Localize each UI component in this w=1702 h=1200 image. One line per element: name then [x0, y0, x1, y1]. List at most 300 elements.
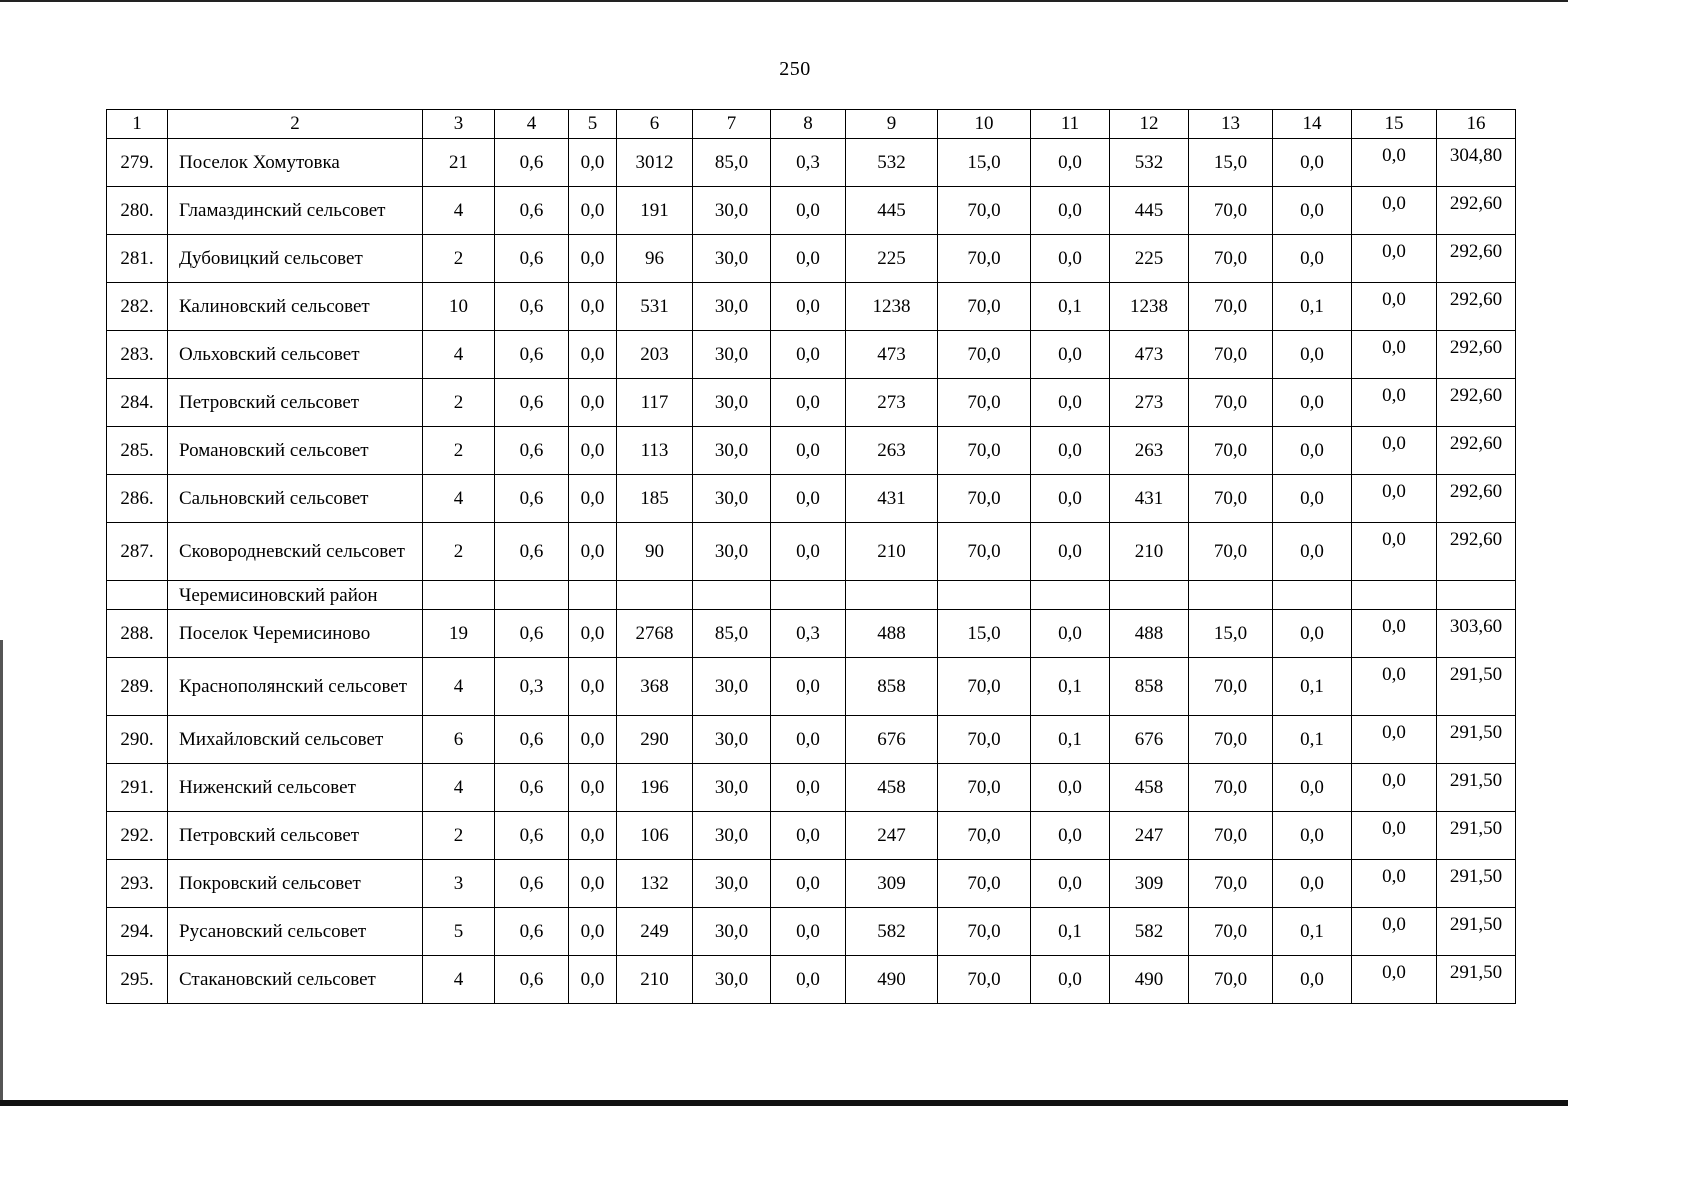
table-body [107, 110, 1516, 1004]
table-cell: 30,0 [693, 716, 771, 764]
table-cell: 70,0 [938, 283, 1031, 331]
column-number-header: 12 [1110, 110, 1189, 139]
settlement-name-cell: Петровский сельсовет [168, 812, 423, 860]
empty-cell [423, 581, 495, 610]
table-row [107, 427, 1516, 475]
table-cell: 70,0 [938, 908, 1031, 956]
table-cell: 490 [846, 956, 938, 1004]
table-cell: 0,0 [569, 475, 617, 523]
table-cell: 70,0 [938, 331, 1031, 379]
row-number-cell: 292. [107, 812, 168, 860]
table-cell: 10 [423, 283, 495, 331]
table-cell: 85,0 [693, 139, 771, 187]
table-cell: 225 [1110, 235, 1189, 283]
table-cell: 0,1 [1031, 908, 1110, 956]
table-cell: 196 [617, 764, 693, 812]
empty-cell [107, 581, 168, 610]
table-cell: 132 [617, 860, 693, 908]
table-cell: 30,0 [693, 812, 771, 860]
table-cell: 0,0 [1273, 187, 1352, 235]
table-cell: 15,0 [1189, 610, 1273, 658]
table-cell: 0,0 [1273, 379, 1352, 427]
table-cell: 70,0 [938, 658, 1031, 716]
table-cell: 0,6 [495, 716, 569, 764]
column-number-header: 2 [168, 110, 423, 139]
table-cell: 0,0 [569, 764, 617, 812]
table-cell: 191 [617, 187, 693, 235]
empty-cell [846, 581, 938, 610]
table-cell: 3 [423, 860, 495, 908]
scan-bottom-edge [0, 1100, 1568, 1106]
table-cell: 70,0 [1189, 860, 1273, 908]
table-cell: 0,0 [1273, 764, 1352, 812]
table-row [107, 187, 1516, 235]
table-cell: 582 [846, 908, 938, 956]
column-number-header: 10 [938, 110, 1031, 139]
table-cell: 1238 [846, 283, 938, 331]
column-number-header: 13 [1189, 110, 1273, 139]
table-cell: 0,3 [771, 610, 846, 658]
table-cell: 0,6 [495, 610, 569, 658]
settlement-name-cell: Петровский сельсовет [168, 379, 423, 427]
table-cell: 0,3 [771, 139, 846, 187]
table-cell: 263 [1110, 427, 1189, 475]
settlement-name-cell: Романовский сельсовет [168, 427, 423, 475]
row-number-cell: 287. [107, 523, 168, 581]
row-number-cell: 295. [107, 956, 168, 1004]
table-cell: 70,0 [1189, 658, 1273, 716]
table-cell: 1238 [1110, 283, 1189, 331]
row-number-cell: 289. [107, 658, 168, 716]
row-number-cell: 290. [107, 716, 168, 764]
table-cell: 0,0 [569, 956, 617, 1004]
table-cell: 70,0 [938, 523, 1031, 581]
column-number-header: 14 [1273, 110, 1352, 139]
column-number-header: 15 [1352, 110, 1437, 139]
district-heading-row [107, 581, 1516, 610]
table-cell: 0,6 [495, 235, 569, 283]
table-cell: 210 [617, 956, 693, 1004]
table-cell: 70,0 [1189, 956, 1273, 1004]
empty-cell [938, 581, 1031, 610]
table-cell: 309 [846, 860, 938, 908]
table-cell: 368 [617, 658, 693, 716]
table-cell: 0,6 [495, 860, 569, 908]
table-cell: 0,0 [771, 956, 846, 1004]
row-number-cell: 293. [107, 860, 168, 908]
table-cell: 0,6 [495, 956, 569, 1004]
table-cell: 445 [1110, 187, 1189, 235]
table-cell: 249 [617, 908, 693, 956]
table-cell: 19 [423, 610, 495, 658]
table-cell: 70,0 [938, 812, 1031, 860]
table-cell: 273 [846, 379, 938, 427]
table-cell: 0,0 [1031, 812, 1110, 860]
table-cell: 0,0 [1273, 956, 1352, 1004]
table-cell: 85,0 [693, 610, 771, 658]
table-cell: 273 [1110, 379, 1189, 427]
table-cell: 291,50 [1437, 716, 1516, 764]
table-cell: 458 [1110, 764, 1189, 812]
column-number-header: 8 [771, 110, 846, 139]
table-cell: 0,0 [569, 610, 617, 658]
row-number-cell: 286. [107, 475, 168, 523]
table-cell: 431 [846, 475, 938, 523]
empty-cell [1437, 581, 1516, 610]
table-cell: 292,60 [1437, 235, 1516, 283]
table-cell: 0,0 [1031, 523, 1110, 581]
table-cell: 488 [846, 610, 938, 658]
table-cell: 30,0 [693, 235, 771, 283]
table-cell: 0,0 [1031, 764, 1110, 812]
empty-cell [1273, 581, 1352, 610]
table-header-row [107, 110, 1516, 139]
empty-cell [1352, 581, 1437, 610]
table-cell: 70,0 [938, 427, 1031, 475]
table-cell: 0,0 [1273, 427, 1352, 475]
table-cell: 0,6 [495, 379, 569, 427]
table-cell: 676 [846, 716, 938, 764]
table-cell: 858 [846, 658, 938, 716]
table-cell: 96 [617, 235, 693, 283]
table-cell: 70,0 [1189, 812, 1273, 860]
table-row [107, 658, 1516, 716]
table-row [107, 139, 1516, 187]
table-cell: 292,60 [1437, 331, 1516, 379]
table-row [107, 908, 1516, 956]
settlement-name-cell: Сальновский сельсовет [168, 475, 423, 523]
row-number-cell: 283. [107, 331, 168, 379]
table-cell: 0,6 [495, 187, 569, 235]
table-cell: 0,1 [1273, 283, 1352, 331]
table-cell: 0,1 [1031, 658, 1110, 716]
column-number-header: 3 [423, 110, 495, 139]
table-cell: 70,0 [938, 379, 1031, 427]
table-cell: 0,0 [771, 860, 846, 908]
table-cell: 303,60 [1437, 610, 1516, 658]
table-cell: 290 [617, 716, 693, 764]
table-cell: 3012 [617, 139, 693, 187]
table-cell: 30,0 [693, 187, 771, 235]
table-cell: 2 [423, 379, 495, 427]
table-cell: 291,50 [1437, 812, 1516, 860]
table-cell: 203 [617, 331, 693, 379]
table-cell: 70,0 [1189, 331, 1273, 379]
table-cell: 5 [423, 908, 495, 956]
table-cell: 0,0 [1352, 475, 1437, 523]
table-cell: 0,0 [1031, 610, 1110, 658]
table-cell: 0,0 [1352, 427, 1437, 475]
settlement-name-cell: Поселок Хомутовка [168, 139, 423, 187]
table-cell: 0,0 [1352, 812, 1437, 860]
table-cell: 431 [1110, 475, 1189, 523]
settlement-name-cell: Поселок Черемисиново [168, 610, 423, 658]
settlement-name-cell: Михайловский сельсовет [168, 716, 423, 764]
table-cell: 30,0 [693, 475, 771, 523]
table-cell: 210 [1110, 523, 1189, 581]
settlement-name-cell: Русановский сельсовет [168, 908, 423, 956]
table-cell: 0,0 [1352, 235, 1437, 283]
row-number-cell: 291. [107, 764, 168, 812]
table-cell: 2 [423, 812, 495, 860]
table-cell: 21 [423, 139, 495, 187]
table-cell: 292,60 [1437, 523, 1516, 581]
table-cell: 70,0 [1189, 764, 1273, 812]
table-row [107, 956, 1516, 1004]
data-table [106, 109, 1516, 1004]
table-cell: 0,0 [1352, 523, 1437, 581]
table-cell: 70,0 [938, 716, 1031, 764]
table-cell: 15,0 [1189, 139, 1273, 187]
table-cell: 70,0 [1189, 475, 1273, 523]
table-cell: 0,0 [1031, 956, 1110, 1004]
empty-cell [495, 581, 569, 610]
table-cell: 0,0 [1031, 427, 1110, 475]
table-cell: 210 [846, 523, 938, 581]
table-cell: 4 [423, 475, 495, 523]
table-cell: 0,0 [569, 716, 617, 764]
table-cell: 0,0 [771, 475, 846, 523]
table-cell: 0,0 [771, 283, 846, 331]
table-cell: 0,0 [569, 235, 617, 283]
table-cell: 676 [1110, 716, 1189, 764]
row-number-cell: 294. [107, 908, 168, 956]
column-number-header: 4 [495, 110, 569, 139]
column-number-header: 16 [1437, 110, 1516, 139]
table-cell: 4 [423, 187, 495, 235]
table-cell: 0,0 [771, 331, 846, 379]
table-cell: 0,0 [1031, 475, 1110, 523]
table-cell: 0,0 [1352, 658, 1437, 716]
settlement-name-cell: Ниженский сельсовет [168, 764, 423, 812]
table-cell: 0,0 [1352, 283, 1437, 331]
table-row [107, 235, 1516, 283]
table-cell: 0,0 [569, 658, 617, 716]
table-cell: 0,0 [771, 908, 846, 956]
table-cell: 531 [617, 283, 693, 331]
table-cell: 30,0 [693, 379, 771, 427]
column-number-header: 9 [846, 110, 938, 139]
table-cell: 30,0 [693, 427, 771, 475]
table-cell: 0,6 [495, 764, 569, 812]
table-cell: 292,60 [1437, 379, 1516, 427]
settlement-name-cell: Ольховский сельсовет [168, 331, 423, 379]
table-cell: 0,0 [569, 908, 617, 956]
settlement-name-cell: Дубовицкий сельсовет [168, 235, 423, 283]
empty-cell [1189, 581, 1273, 610]
table-cell: 0,0 [569, 860, 617, 908]
table-row [107, 764, 1516, 812]
table-cell: 0,0 [771, 658, 846, 716]
table-cell: 0,0 [569, 812, 617, 860]
page-number: 250 [779, 58, 811, 80]
table-row [107, 523, 1516, 581]
table-cell: 490 [1110, 956, 1189, 1004]
table-cell: 263 [846, 427, 938, 475]
table-cell: 2 [423, 427, 495, 475]
table-cell: 30,0 [693, 331, 771, 379]
table-cell: 0,0 [569, 283, 617, 331]
table-cell: 582 [1110, 908, 1189, 956]
table-cell: 4 [423, 956, 495, 1004]
district-name: Черемисиновский район [168, 581, 423, 610]
table-cell: 0,0 [1352, 908, 1437, 956]
row-number-cell: 281. [107, 235, 168, 283]
row-number-cell: 285. [107, 427, 168, 475]
table-cell: 292,60 [1437, 283, 1516, 331]
empty-cell [1110, 581, 1189, 610]
column-number-header: 6 [617, 110, 693, 139]
settlement-name-cell: Гламаздинский сельсовет [168, 187, 423, 235]
table-cell: 185 [617, 475, 693, 523]
table-cell: 0,0 [569, 331, 617, 379]
table-cell: 0,0 [1031, 187, 1110, 235]
table-cell: 247 [1110, 812, 1189, 860]
table-cell: 0,6 [495, 139, 569, 187]
table-row [107, 610, 1516, 658]
table-cell: 6 [423, 716, 495, 764]
row-number-cell: 288. [107, 610, 168, 658]
table-cell: 0,1 [1031, 283, 1110, 331]
table-cell: 0,0 [1352, 860, 1437, 908]
table-cell: 0,0 [771, 523, 846, 581]
table-cell: 0,0 [771, 379, 846, 427]
table-cell: 291,50 [1437, 908, 1516, 956]
empty-cell [617, 581, 693, 610]
table-cell: 70,0 [938, 475, 1031, 523]
table-cell: 15,0 [938, 139, 1031, 187]
column-number-header: 11 [1031, 110, 1110, 139]
table-cell: 292,60 [1437, 187, 1516, 235]
table-cell: 30,0 [693, 764, 771, 812]
table-cell: 532 [1110, 139, 1189, 187]
table-cell: 70,0 [938, 764, 1031, 812]
table-cell: 30,0 [693, 283, 771, 331]
table-row [107, 283, 1516, 331]
table-row [107, 379, 1516, 427]
table-cell: 0,0 [1352, 379, 1437, 427]
table-cell: 858 [1110, 658, 1189, 716]
table-cell: 0,0 [1273, 139, 1352, 187]
table-cell: 458 [846, 764, 938, 812]
table-cell: 0,0 [1273, 812, 1352, 860]
table-cell: 30,0 [693, 860, 771, 908]
table-cell: 0,6 [495, 427, 569, 475]
table-cell: 473 [1110, 331, 1189, 379]
table-row [107, 860, 1516, 908]
table-cell: 0,1 [1273, 908, 1352, 956]
table-cell: 70,0 [938, 860, 1031, 908]
empty-cell [771, 581, 846, 610]
table-cell: 488 [1110, 610, 1189, 658]
table-cell: 4 [423, 331, 495, 379]
table-cell: 70,0 [1189, 523, 1273, 581]
table-cell: 117 [617, 379, 693, 427]
table-cell: 291,50 [1437, 658, 1516, 716]
table-cell: 0,0 [771, 427, 846, 475]
table-cell: 291,50 [1437, 860, 1516, 908]
table-cell: 0,6 [495, 812, 569, 860]
table-cell: 0,0 [771, 235, 846, 283]
table-cell: 0,0 [1352, 331, 1437, 379]
table-cell: 291,50 [1437, 764, 1516, 812]
table-cell: 0,6 [495, 908, 569, 956]
row-number-cell: 284. [107, 379, 168, 427]
table-cell: 532 [846, 139, 938, 187]
table-cell: 309 [1110, 860, 1189, 908]
table-cell: 70,0 [1189, 187, 1273, 235]
table-cell: 0,0 [1352, 764, 1437, 812]
table-cell: 0,0 [771, 716, 846, 764]
table-cell: 0,0 [1273, 475, 1352, 523]
table-cell: 113 [617, 427, 693, 475]
table-cell: 0,0 [569, 427, 617, 475]
table-cell: 0,0 [569, 379, 617, 427]
table-cell: 2 [423, 523, 495, 581]
table-cell: 4 [423, 658, 495, 716]
row-number-cell: 282. [107, 283, 168, 331]
table-cell: 292,60 [1437, 427, 1516, 475]
settlement-name-cell: Калиновский сельсовет [168, 283, 423, 331]
table-cell: 0,0 [1031, 379, 1110, 427]
table-cell: 70,0 [938, 235, 1031, 283]
table-cell: 15,0 [938, 610, 1031, 658]
empty-cell [693, 581, 771, 610]
table-cell: 0,0 [1031, 235, 1110, 283]
table-cell: 291,50 [1437, 956, 1516, 1004]
table-cell: 2768 [617, 610, 693, 658]
table-cell: 0,0 [1273, 235, 1352, 283]
table-cell: 0,1 [1273, 658, 1352, 716]
column-number-header: 1 [107, 110, 168, 139]
table-cell: 225 [846, 235, 938, 283]
table-cell: 0,3 [495, 658, 569, 716]
table-cell: 0,0 [771, 187, 846, 235]
table-cell: 0,0 [1273, 523, 1352, 581]
empty-cell [569, 581, 617, 610]
table-cell: 0,0 [569, 139, 617, 187]
table-cell: 90 [617, 523, 693, 581]
table-cell: 292,60 [1437, 475, 1516, 523]
table-cell: 30,0 [693, 908, 771, 956]
table-cell: 4 [423, 764, 495, 812]
table-cell: 70,0 [1189, 427, 1273, 475]
table-row [107, 331, 1516, 379]
settlement-name-cell: Покровский сельсовет [168, 860, 423, 908]
row-number-cell: 280. [107, 187, 168, 235]
table-cell: 0,0 [1352, 716, 1437, 764]
table-row [107, 716, 1516, 764]
scan-left-edge [0, 640, 3, 1106]
table-cell: 0,0 [771, 812, 846, 860]
table-row [107, 812, 1516, 860]
table-cell: 0,0 [1352, 187, 1437, 235]
table-cell: 2 [423, 235, 495, 283]
table-cell: 0,1 [1031, 716, 1110, 764]
table-cell: 70,0 [938, 956, 1031, 1004]
table-row [107, 475, 1516, 523]
table-cell: 0,0 [569, 187, 617, 235]
table-cell: 0,0 [771, 764, 846, 812]
table-cell: 304,80 [1437, 139, 1516, 187]
table-cell: 70,0 [1189, 379, 1273, 427]
table-cell: 0,0 [1352, 610, 1437, 658]
settlement-name-cell: Краснополянский сельсовет [168, 658, 423, 716]
table-cell: 0,0 [1273, 610, 1352, 658]
table-cell: 0,6 [495, 331, 569, 379]
table-cell: 247 [846, 812, 938, 860]
column-number-header: 5 [569, 110, 617, 139]
